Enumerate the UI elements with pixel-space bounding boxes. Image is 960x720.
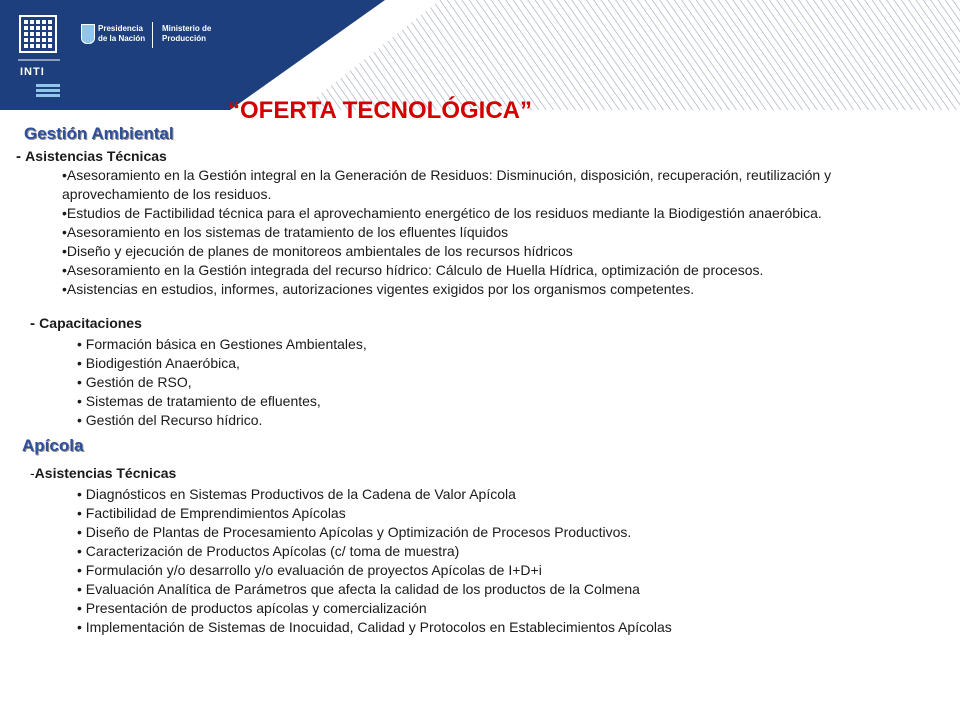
gestion-capacitaciones-list xyxy=(77,335,777,430)
list-item: • Biodigestión Anaeróbica, xyxy=(77,354,777,373)
list-item: • Asesoramiento en la Gestión integral en la Generación de Residuos: Disminución, disposición, recuperación, reutilización y aprovechamiento de los residuos. xyxy=(62,166,942,204)
inti-logo xyxy=(14,12,64,98)
list-item: • Diseño y ejecución de planes de monitoreos ambientales de los recursos hídricos xyxy=(62,242,942,261)
presidencia-label: Presidencia de la Nación xyxy=(98,24,146,43)
dash-mark: - xyxy=(30,315,40,332)
gov-divider xyxy=(152,22,153,48)
list-item: • Factibilidad de Emprendimientos Apícolas xyxy=(77,504,937,523)
list-item: • Gestión de RSO, xyxy=(77,373,777,392)
header-banner xyxy=(0,0,960,110)
list-item: • Diagnósticos en Sistemas Productivos de la Cadena de Valor Apícola xyxy=(77,485,937,504)
list-item: • Sistemas de tratamiento de efluentes, xyxy=(77,392,777,411)
dash-mark: - xyxy=(30,465,35,481)
list-item: • Formulación y/o desarrollo y/o evaluación de proyectos Apícolas de I+D+i xyxy=(77,561,937,580)
list-item: • Diseño de Plantas de Procesamiento Apícolas y Optimización de Procesos Productivos. xyxy=(77,523,937,542)
section-heading-gestion: Gestión Ambiental xyxy=(24,124,174,143)
list-item: • Formación básica en Gestiones Ambientales, xyxy=(77,335,777,354)
section-heading-apicola: Apícola xyxy=(22,436,84,455)
list-item: • Implementación de Sistemas de Inocuidad, Calidad y Protocolos en Establecimientos Apícolas xyxy=(77,618,937,637)
list-item: • Caracterización de Productos Apícolas (c/ toma de muestra) xyxy=(77,542,937,561)
page-title: “OFERTA TECNOLÓGICA” xyxy=(228,97,532,124)
header-graphic xyxy=(0,0,960,110)
gestion-asistencias-list xyxy=(62,166,942,299)
argentina-shield-icon xyxy=(81,24,95,44)
subheading-capacitaciones xyxy=(30,315,142,332)
list-item: • Estudios de Factibilidad técnica para el aprovechamiento energético de los residuos mediante la Biodigestión anaeróbica. xyxy=(62,204,942,223)
dash-mark: - xyxy=(16,148,26,165)
list-item: • Gestión del Recurso hídrico. xyxy=(77,411,777,430)
list-item: • Asesoramiento en la Gestión integrada del recurso hídrico: Cálculo de Huella Hídrica, optimización de procesos. xyxy=(62,261,942,280)
asistencias-label: Asistencias Técnicas xyxy=(25,148,167,164)
list-item: • Asesoramiento en los sistemas de tratamiento de los efluentes líquidos xyxy=(62,223,942,242)
capacitaciones-label: Capacitaciones xyxy=(39,315,142,331)
subheading-apicola-asistencias xyxy=(30,465,176,481)
ministerio-label: Ministerio de Producción xyxy=(162,24,212,43)
apicola-asistencias-label: Asistencias Técnicas xyxy=(34,465,177,481)
list-item: • Evaluación Analítica de Parámetros que afecta la calidad de los productos de la Colmena xyxy=(77,580,937,599)
list-item: • Asistencias en estudios, informes, autorizaciones vigentes exigidos por los organismos competentes. xyxy=(62,280,942,299)
apicola-list xyxy=(77,485,937,637)
inti-logo-text: INTI xyxy=(20,66,45,78)
subheading-asistencias xyxy=(16,148,167,165)
list-item: • Presentación de productos apícolas y comercialización xyxy=(77,599,937,618)
